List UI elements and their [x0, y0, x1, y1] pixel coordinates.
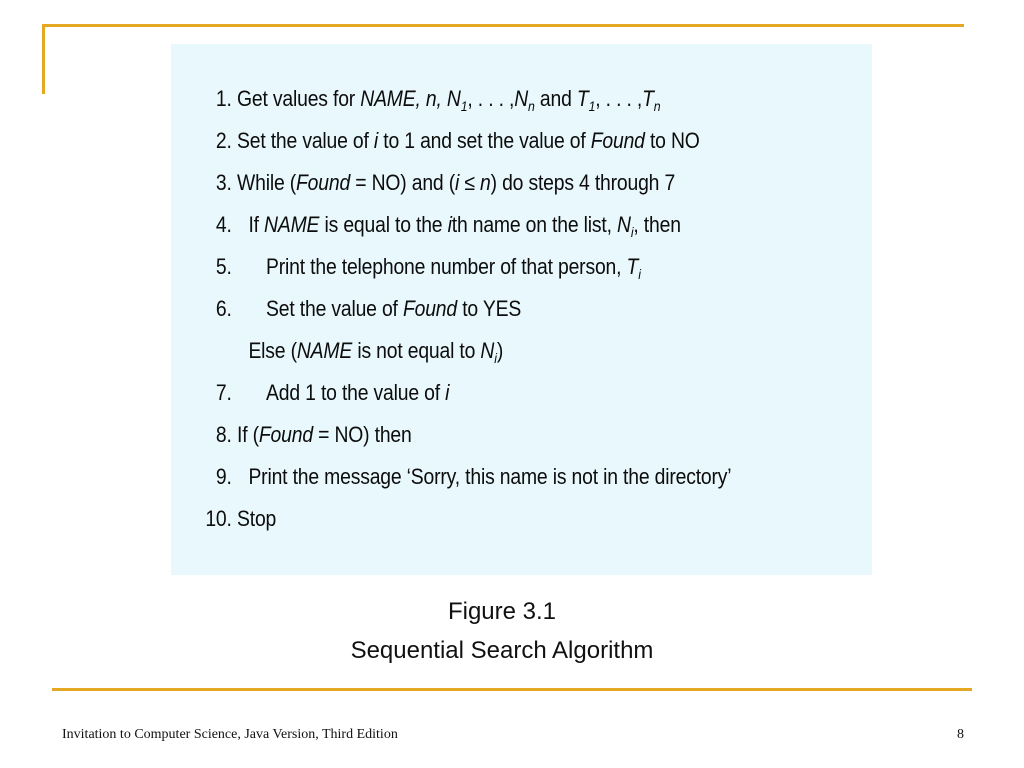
- step-text-part: ) do steps 4 through 7: [490, 170, 676, 195]
- step-text: [237, 128, 700, 154]
- step-text-part: Else (: [248, 338, 297, 363]
- step-text-part: Set the value of: [237, 128, 374, 153]
- step-text-part: NAME: [296, 338, 353, 363]
- step-text: [237, 170, 675, 196]
- figure-caption-number: Figure 3.1: [447, 598, 557, 625]
- step-text-part: Print the message ‘Sorry, this name is not in the directory’: [248, 464, 732, 489]
- step-text-part: NAME, n, N: [360, 86, 461, 111]
- footer-book-title: Invitation to Computer Science, Java Version, Third Edition: [62, 727, 398, 742]
- step-text-part: to NO: [644, 128, 700, 153]
- step-number: 10.: [205, 506, 232, 531]
- step-text-part: n: [479, 170, 491, 195]
- figure-caption-title: Sequential Search Algorithm: [350, 637, 654, 664]
- step-number: 9.: [215, 464, 232, 489]
- step-text-part: i: [494, 350, 497, 366]
- step-number: 3.: [215, 170, 232, 195]
- step-number: 1.: [215, 86, 232, 111]
- step-text-part: i: [373, 128, 379, 153]
- step-text-part: i: [638, 266, 641, 282]
- step-text-part: = NO) then: [312, 422, 412, 447]
- step-text-part: = NO) and (: [350, 170, 455, 195]
- step-number: 2.: [215, 128, 232, 153]
- step-text-part: ): [496, 338, 504, 363]
- algorithm-step: [171, 380, 787, 414]
- top-accent-rule: [42, 24, 964, 27]
- algorithm-step: [171, 464, 787, 498]
- step-text: [266, 254, 641, 282]
- step-text-part: T: [626, 254, 639, 279]
- step-number: 7.: [215, 380, 232, 405]
- step-text: [266, 296, 521, 322]
- step-text: [266, 380, 449, 406]
- step-text-part: N: [480, 338, 495, 363]
- step-text-part: to 1 and set the value of: [378, 128, 591, 153]
- step-text-part: T: [576, 86, 589, 111]
- algorithm-step: [171, 170, 787, 204]
- step-text-part: i: [630, 224, 634, 240]
- step-text-part: i: [445, 380, 450, 405]
- step-number: 8.: [215, 422, 232, 447]
- algorithm-step: [171, 506, 787, 540]
- step-number: 6.: [215, 296, 232, 321]
- algorithm-step: [171, 86, 787, 120]
- step-text-part: Add 1 to the value of: [266, 380, 446, 405]
- step-text-part: n: [528, 98, 535, 114]
- algorithm-step: [171, 422, 787, 456]
- step-text-part: Print the telephone number of that person,: [266, 254, 627, 279]
- step-text-part: i: [447, 212, 452, 237]
- algorithm-step: [171, 128, 787, 162]
- step-number: 5.: [215, 254, 232, 279]
- step-text-part: , . . . ,: [467, 86, 515, 111]
- step-text-part: is equal to the: [319, 212, 448, 237]
- step-text-part: Found: [402, 296, 457, 321]
- step-text-part: T: [642, 86, 654, 111]
- step-text: [248, 338, 503, 366]
- step-text-part: i: [454, 170, 460, 195]
- step-text-part: 1: [588, 98, 596, 114]
- step-text-part: Get values for: [237, 86, 361, 111]
- slide-number: 8: [957, 727, 964, 742]
- step-text-part: N: [514, 86, 529, 111]
- step-text-part: Found: [296, 170, 351, 195]
- step-text: [237, 422, 412, 448]
- step-text-part: While (: [237, 170, 297, 195]
- algorithm-step: [171, 296, 787, 330]
- algorithm-box: [171, 44, 872, 575]
- step-text-part: n: [653, 98, 661, 114]
- algorithm-step: [171, 254, 787, 288]
- step-text-part: Found: [258, 422, 313, 447]
- step-text: [237, 86, 660, 114]
- step-text-part: , then: [633, 212, 681, 237]
- step-text: [248, 464, 731, 490]
- step-text-part: is not equal to: [352, 338, 481, 363]
- step-text-part: Found: [590, 128, 645, 153]
- step-text-part: If: [248, 212, 265, 237]
- step-text-part: to YES: [457, 296, 522, 321]
- step-text-part: th name on the list,: [451, 212, 618, 237]
- algorithm-step: [171, 212, 787, 246]
- algorithm-step: [171, 338, 787, 372]
- step-text-part: Stop: [237, 506, 277, 531]
- step-text-part: and: [534, 86, 577, 111]
- step-text: [248, 212, 680, 240]
- step-text: [237, 506, 276, 532]
- step-text-part: 1: [460, 98, 468, 114]
- step-text-part: If (: [237, 422, 259, 447]
- step-text-part: ≤: [459, 170, 480, 195]
- step-text-part: , . . . ,: [595, 86, 643, 111]
- step-text-part: NAME: [264, 212, 320, 237]
- left-accent-rule: [42, 24, 45, 94]
- step-number: 4.: [215, 212, 232, 237]
- step-text-part: Set the value of: [266, 296, 403, 321]
- bottom-accent-rule: [52, 688, 972, 691]
- step-text-part: N: [617, 212, 631, 237]
